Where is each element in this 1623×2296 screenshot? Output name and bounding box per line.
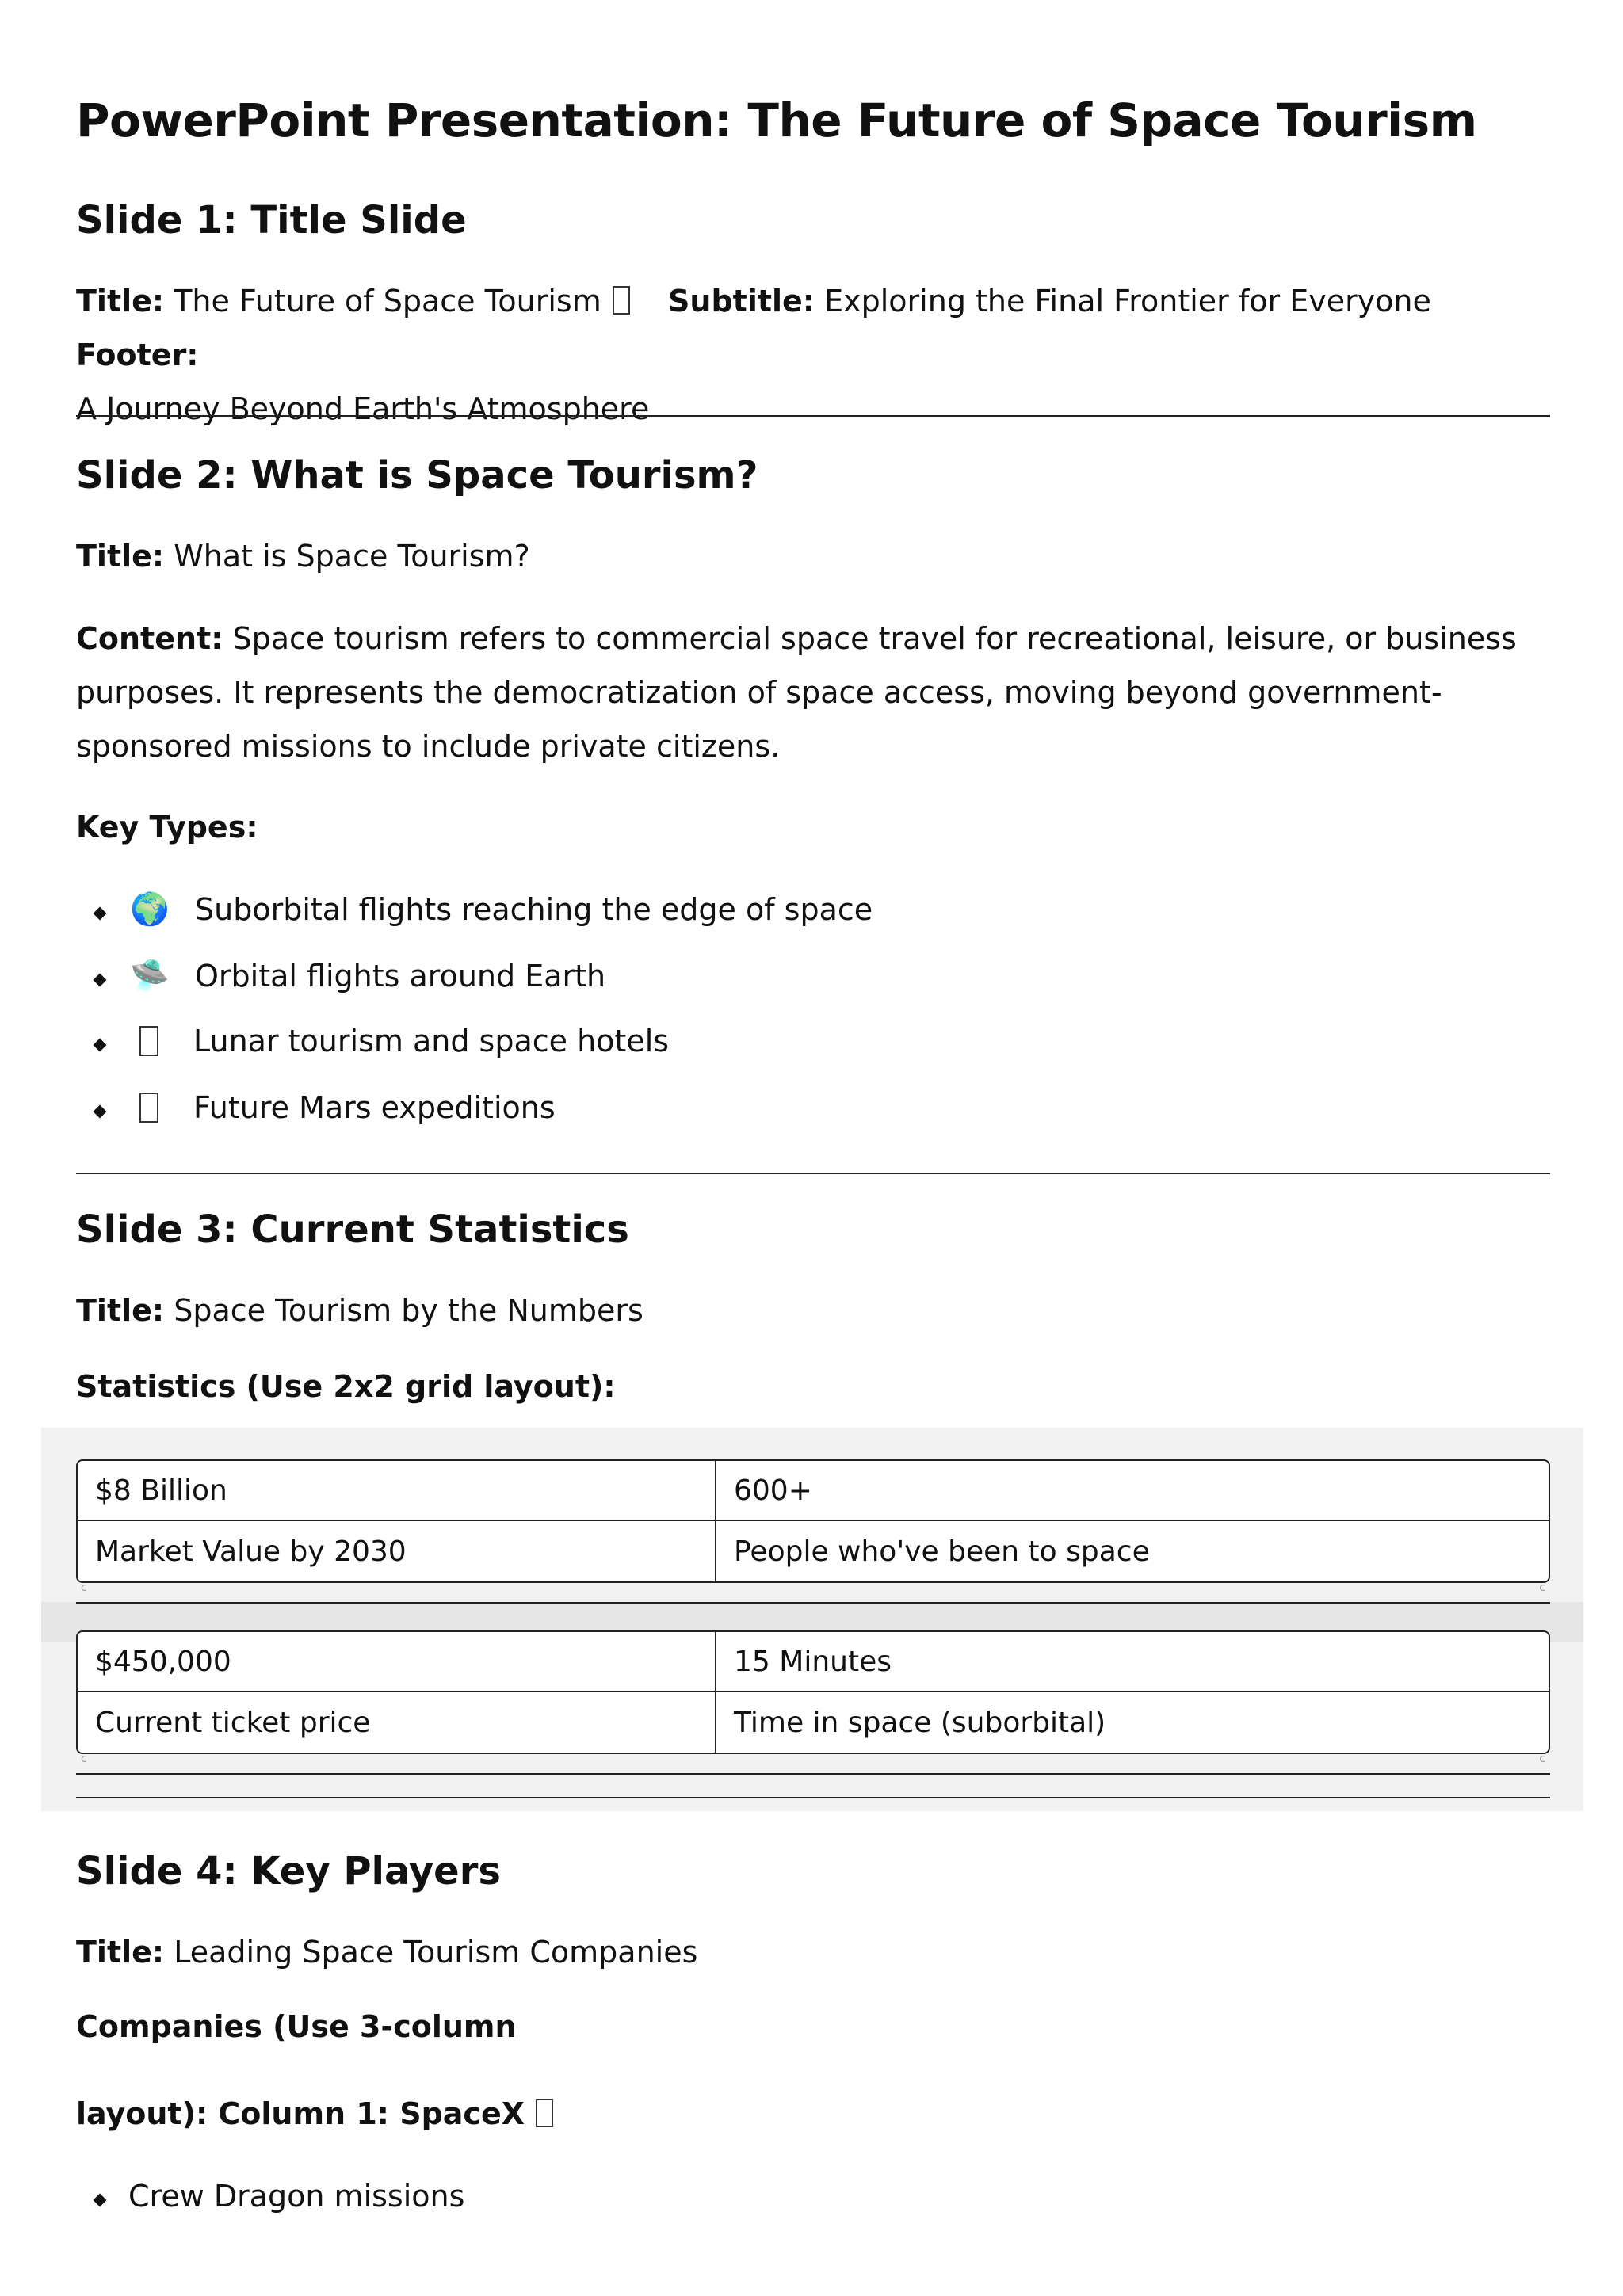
document-title: PowerPoint Presentation: The Future of Space Tourism	[76, 93, 1477, 147]
slide2-content-label: Content:	[76, 621, 223, 656]
slide2-content-value: Space tourism refers to commercial space travel for recreational, leisure, or business purposes. It represents the democratization of space access, moving beyond government-sponsored missions to include private citizens.	[76, 621, 1517, 764]
stats-value-row	[78, 1461, 1549, 1521]
corner-mark: c	[1539, 1581, 1545, 1594]
bullet-diamond-icon	[94, 2194, 107, 2207]
slide4-title-value: Leading Space Tourism Companies	[174, 1935, 698, 1970]
bullet-diamond-icon	[94, 973, 107, 986]
list-item-text: Orbital flights around Earth	[195, 958, 606, 994]
slide4-title-label: Title:	[76, 1935, 165, 1970]
stat-value: $8 Billion	[78, 1461, 716, 1520]
section-divider	[76, 1797, 1550, 1798]
slide2-title-value: What is Space Tourism?	[174, 539, 530, 574]
table-footer-line	[76, 1581, 1550, 1604]
list-item-text: Crew Dragon missions	[128, 2179, 465, 2214]
bullet-diamond-icon	[94, 1039, 107, 1052]
slide3-title-label: Title:	[76, 1293, 165, 1328]
stats-grid-row-2	[76, 1630, 1550, 1754]
slide2-title-line	[76, 529, 1550, 583]
missing-glyph-icon	[613, 286, 630, 315]
list-item-text: Lunar tourism and space hotels	[193, 1024, 670, 1058]
slide1-title-label: Title:	[76, 284, 165, 318]
bullet-diamond-icon	[94, 906, 107, 920]
slide4-companies-line2	[76, 2096, 553, 2131]
slide1-title-value: The Future of Space Tourism	[174, 284, 601, 318]
slide1-details	[76, 274, 1550, 436]
stat-label: Current ticket price	[78, 1692, 716, 1753]
stats-grid-row-1	[76, 1459, 1550, 1583]
slide2-title-label: Title:	[76, 539, 165, 574]
stat-label: Market Value by 2030	[78, 1521, 716, 1581]
slide2-key-types-label: Key Types:	[76, 810, 258, 845]
stat-value: $450,000	[78, 1632, 716, 1691]
bullet-diamond-icon	[94, 1105, 107, 1119]
slide4-title-line	[76, 1925, 1550, 1979]
list-item-text: Suborbital flights reaching the edge of space	[195, 891, 873, 927]
slide1-subtitle-value: Exploring the Final Frontier for Everyone	[824, 284, 1431, 318]
section-divider	[76, 1173, 1550, 1174]
corner-mark: c	[1539, 1753, 1545, 1765]
list-item	[95, 1024, 669, 1058]
missing-glyph-icon	[536, 2099, 553, 2127]
stat-label: Time in space (suborbital)	[734, 1706, 1106, 1739]
stats-value-row	[78, 1632, 1549, 1692]
corner-mark: c	[81, 1581, 87, 1594]
stats-label-row	[78, 1692, 1549, 1753]
missing-glyph-icon	[139, 1093, 158, 1123]
slide4-heading: Slide 4: Key Players	[76, 1849, 501, 1894]
corner-mark: c	[81, 1753, 87, 1765]
stat-label: People who've been to space	[734, 1535, 1150, 1568]
section-divider	[76, 415, 1550, 417]
slide1-footer-value: A Journey Beyond Earth's Atmosphere	[76, 391, 650, 426]
table-footer-line	[76, 1753, 1550, 1775]
stat-value: 15 Minutes	[734, 1645, 892, 1678]
ufo-icon: 🛸	[130, 958, 170, 994]
list-item	[95, 1090, 556, 1125]
list-item	[95, 2179, 464, 2214]
list-item	[95, 891, 873, 928]
slide2-content	[76, 612, 1550, 773]
slide1-footer-label: Footer:	[76, 338, 199, 372]
slide3-title-value: Space Tourism by the Numbers	[174, 1293, 643, 1328]
list-item-text: Future Mars expeditions	[193, 1090, 556, 1125]
missing-glyph-icon	[139, 1026, 158, 1056]
stat-value: 600+	[734, 1474, 812, 1507]
stats-grid-area	[41, 1428, 1583, 1811]
slide1-heading: Slide 1: Title Slide	[76, 198, 467, 242]
globe-icon: 🌍	[130, 891, 170, 928]
slide3-heading: Slide 3: Current Statistics	[76, 1207, 629, 1252]
slide3-title-line	[76, 1283, 1550, 1337]
slide3-stats-label: Statistics (Use 2x2 grid layout):	[76, 1369, 616, 1404]
slide1-subtitle-label: Subtitle:	[668, 284, 815, 318]
slide4-companies-line2-text: layout): Column 1: SpaceX	[76, 2096, 525, 2131]
list-item	[95, 957, 605, 994]
slide2-heading: Slide 2: What is Space Tourism?	[76, 453, 758, 498]
stats-label-row	[78, 1521, 1549, 1581]
slide4-companies-line1: Companies (Use 3-column	[76, 2009, 517, 2044]
